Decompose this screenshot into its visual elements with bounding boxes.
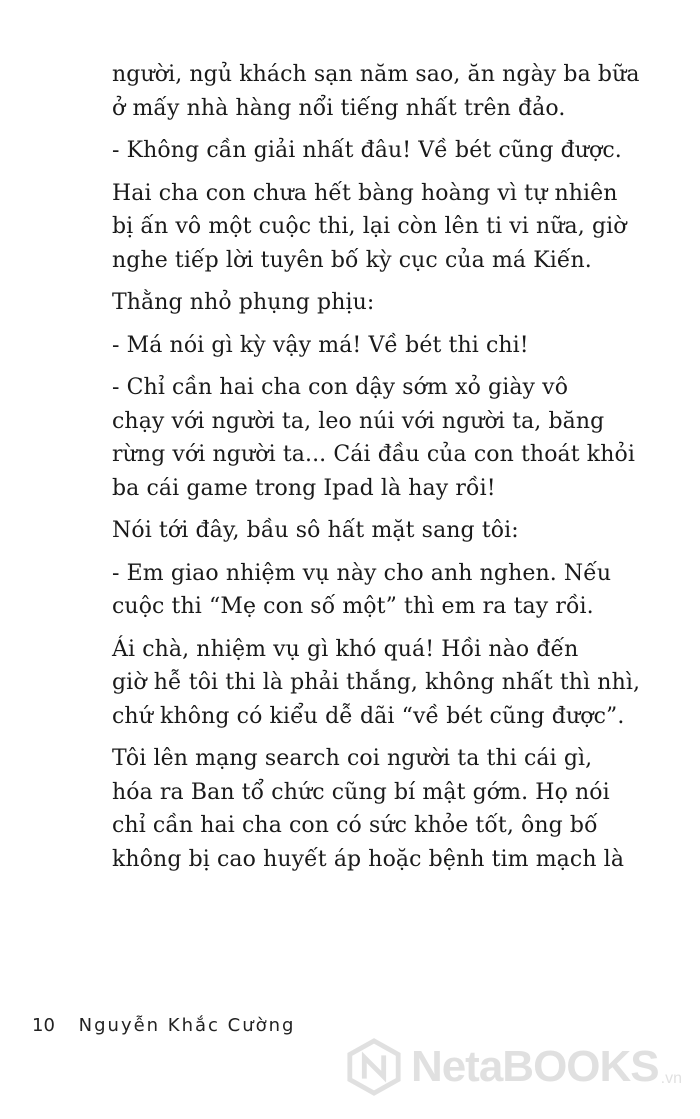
text-line: cuộc thi “Mẹ con số một” thì em ra tay rồi. bbox=[112, 594, 594, 619]
text-line: - Chỉ cần hai cha con dậy sớm xỏ giày vô bbox=[112, 375, 569, 400]
text-line: ba cái game trong Ipad là hay rồi! bbox=[112, 475, 496, 501]
text-line: Ái chà, nhiệm vụ gì khó quá! Hồi nào đến bbox=[112, 636, 579, 662]
text-line: Thằng nhỏ phụng phịu: bbox=[112, 290, 375, 315]
text-line: chỉ cần hai cha con có sức khỏe tốt, ông bố bbox=[112, 813, 598, 838]
text-line: Tôi lên mạng search coi người ta thi cái gì, bbox=[112, 746, 593, 771]
body-text bbox=[112, 58, 641, 885]
text-line: người, ngủ khách sạn năm sao, ăn ngày ba bữa bbox=[112, 62, 640, 87]
page-number: 10 bbox=[32, 1015, 55, 1036]
page-footer bbox=[32, 1015, 295, 1036]
text-line: nghe tiếp lời tuyên bố kỳ cục của má Kiến. bbox=[112, 247, 592, 273]
text-line: - Không cần giải nhất đâu! Về bét cũng được. bbox=[112, 138, 622, 163]
paragraph bbox=[112, 371, 635, 505]
watermark-brand: NetaBOOKS bbox=[410, 1042, 659, 1091]
text-line: - Em giao nhiệm vụ này cho anh nghen. Nếu bbox=[112, 560, 612, 586]
text-line: rừng với người ta... Cái đầu của con thoát khỏi bbox=[112, 442, 635, 467]
paragraph bbox=[112, 329, 632, 363]
paragraph bbox=[112, 58, 640, 125]
text-line: không bị cao huyết áp hoặc bệnh tim mạch là bbox=[112, 846, 625, 872]
text-line: chạy với người ta, leo núi với người ta, băng bbox=[112, 408, 605, 434]
text-line: Hai cha con chưa hết bàng hoàng vì tự nhiên bbox=[112, 180, 618, 206]
text-line: giờ hễ tôi thi là phải thắng, không nhất thì nhì, bbox=[112, 670, 641, 695]
paragraph bbox=[112, 134, 632, 168]
paragraph bbox=[112, 742, 632, 876]
paragraph bbox=[112, 286, 632, 320]
text-line: bị ấn vô một cuộc thi, lại còn lên ti vi nữa, giờ bbox=[112, 214, 627, 239]
author-name: Nguyễn Khắc Cường bbox=[78, 1015, 296, 1036]
text-line: Nói tới đây, bầu sô hất mặt sang tôi: bbox=[112, 518, 519, 543]
paragraph bbox=[112, 633, 641, 734]
text-line: hóa ra Ban tổ chức cũng bí mật gớm. Họ nói bbox=[112, 779, 610, 805]
text-line: ở mấy nhà hàng nổi tiếng nhất trên đảo. bbox=[112, 95, 566, 121]
watermark-domain: .vn bbox=[660, 1070, 682, 1087]
paragraph bbox=[112, 177, 632, 278]
netabooks-logo-icon bbox=[345, 1038, 403, 1096]
text-line: - Má nói gì kỳ vậy má! Về bét thi chi! bbox=[112, 332, 529, 358]
paragraph bbox=[112, 557, 632, 624]
paragraph bbox=[112, 514, 632, 548]
watermark bbox=[345, 1038, 682, 1096]
text-line: chứ không có kiểu dễ dãi “về bét cũng được”. bbox=[112, 703, 625, 729]
